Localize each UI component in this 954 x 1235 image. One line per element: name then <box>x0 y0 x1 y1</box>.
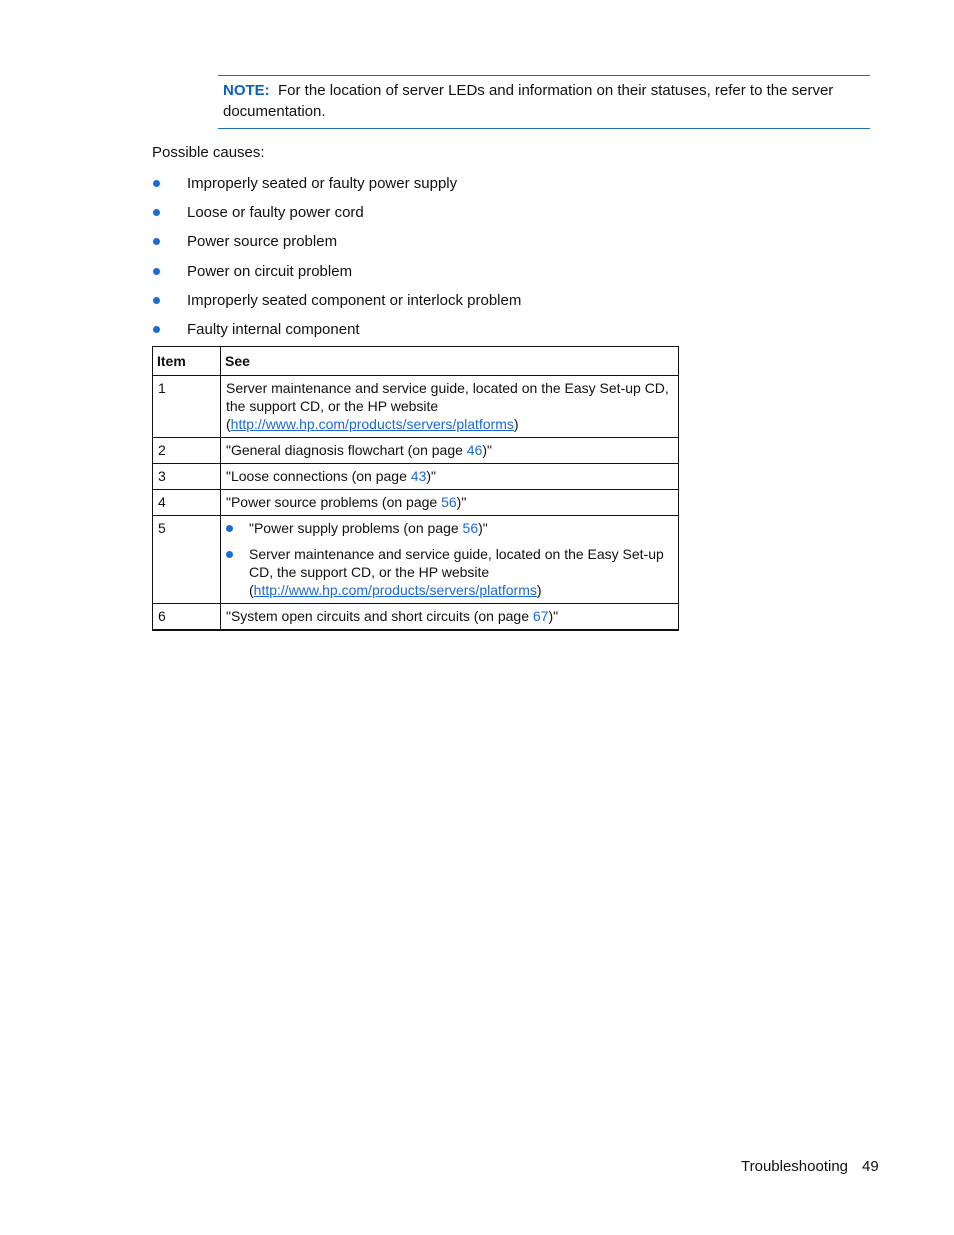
table-row <box>153 438 679 464</box>
reference-table <box>152 346 679 631</box>
table-row <box>153 464 679 490</box>
see-cell <box>221 438 679 464</box>
bullet-icon <box>153 326 160 333</box>
list-item-text: Loose or faulty power cord <box>187 204 364 222</box>
list-item <box>152 290 521 319</box>
list-item-text: Faulty internal component <box>187 320 360 338</box>
table-row <box>153 604 679 631</box>
see-cell <box>221 376 679 438</box>
possible-causes-list <box>152 173 521 348</box>
see-text: "Power supply problems (on page <box>249 520 463 536</box>
list-item-text: Power source problem <box>187 233 338 251</box>
table-row <box>153 490 679 516</box>
table-row <box>153 516 679 604</box>
item-number: 6 <box>153 604 221 631</box>
see-cell <box>221 516 679 604</box>
hp-website-link[interactable]: http://www.hp.com/products/servers/platforms <box>253 582 537 598</box>
list-item <box>152 319 521 348</box>
see-text: Server maintenance and service guide, located on the Easy Set-up CD, the support CD, or the HP website <box>226 380 669 414</box>
bullet-icon <box>226 525 233 532</box>
footer-section-title: Troubleshooting <box>741 1158 849 1175</box>
hp-website-link[interactable]: http://www.hp.com/products/servers/platforms <box>230 416 514 432</box>
list-item-text: Improperly seated or faulty power supply <box>187 175 458 192</box>
page-number: 49 <box>862 1158 879 1175</box>
list-item-text: Power on circuit problem <box>187 262 353 280</box>
list-item <box>226 519 673 537</box>
list-item <box>152 231 521 260</box>
bullet-icon <box>226 551 233 558</box>
see-cell <box>221 604 679 631</box>
bullet-icon <box>153 268 160 275</box>
see-text-suffix: )" <box>482 442 492 458</box>
list-item <box>152 173 521 202</box>
possible-causes-heading: Possible causes: <box>152 144 265 161</box>
column-header-item: Item <box>153 347 221 376</box>
list-item-text: Improperly seated component or interlock problem <box>187 291 522 309</box>
item-number: 3 <box>153 464 221 490</box>
see-text: "Power source problems (on page <box>226 494 442 510</box>
paren-close: ) <box>536 582 542 598</box>
page-link[interactable]: 43 <box>410 468 427 484</box>
bullet-icon <box>153 180 160 187</box>
see-text-suffix: )" <box>478 520 488 536</box>
item-number: 4 <box>153 490 221 516</box>
note-label: NOTE: <box>223 82 270 99</box>
column-header-see: See <box>221 347 679 376</box>
see-text: "Loose connections (on page <box>226 468 411 484</box>
see-text: "General diagnosis flowchart (on page <box>226 442 467 458</box>
page-link[interactable]: 46 <box>466 442 483 458</box>
page-footer <box>741 1158 879 1175</box>
see-bullet-list <box>226 519 673 599</box>
list-item <box>152 202 521 231</box>
note-text-block <box>223 80 853 122</box>
item-number: 5 <box>153 516 221 604</box>
bullet-icon <box>153 209 160 216</box>
see-text: Server maintenance and service guide, located on the Easy Set-up CD, the support CD, or the HP website <box>249 546 664 580</box>
table-row <box>153 376 679 438</box>
see-text-suffix: )" <box>426 468 436 484</box>
bullet-icon <box>153 238 160 245</box>
paren-open: ( <box>249 582 254 598</box>
see-cell <box>221 464 679 490</box>
see-text-suffix: )" <box>548 608 559 624</box>
page-link[interactable]: 56 <box>462 520 479 536</box>
note-box <box>218 75 870 129</box>
list-item <box>152 261 521 290</box>
paren-close: ) <box>513 416 519 432</box>
see-text-suffix: )" <box>456 494 467 510</box>
note-body: For the location of server LEDs and information on their statuses, refer to the server documentation. <box>223 82 834 120</box>
list-item <box>226 545 673 599</box>
item-number: 2 <box>153 438 221 464</box>
page-link[interactable]: 67 <box>532 608 549 624</box>
see-text: "System open circuits and short circuits (on page <box>226 608 533 624</box>
table-header-row <box>153 347 679 376</box>
paren-open: ( <box>226 416 231 432</box>
see-cell <box>221 490 679 516</box>
item-number: 1 <box>153 376 221 438</box>
page-link[interactable]: 56 <box>441 494 457 510</box>
bullet-icon <box>153 297 160 304</box>
